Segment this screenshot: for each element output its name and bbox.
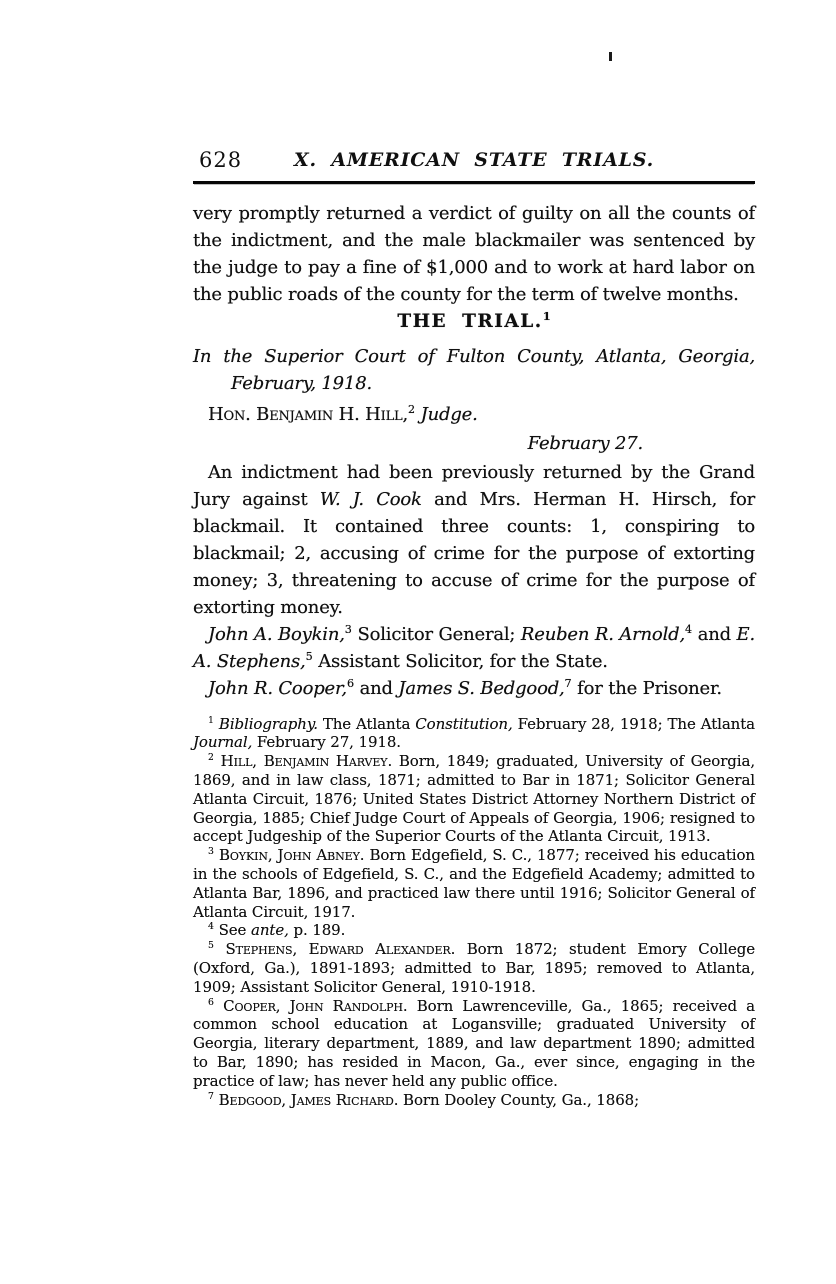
- footnote-6: $^6$ Cooper, John Randolph. Born Lawrenceville, Ga., 1865; received a common school education at Logansville; graduated University of Georgia, literary department, 1889, and law department 1890; admitted to Bar, 1890; has resided in Macon, Ga., ever since, engaging in the practice of law; has never held any public office.: [193, 996, 755, 1090]
- page-number: 628: [199, 148, 243, 172]
- footnote-7: $^7$ Bedgood, James Richard. Born Dooley County, Ga., 1868;: [208, 1090, 640, 1109]
- footnote-1: $^1$ Bibliography. The Atlanta Constitution, February 28, 1918; The Atlanta Journal, February 27, 1918.: [193, 714, 755, 752]
- page-header: [193, 147, 755, 174]
- counsel-for-state: John A. Boykin,$^3$ Solicitor General; Reuben R. Arnold,$^4$ and E. A. Stephens,$^5$ Assistant Solicitor, for the State.: [193, 622, 756, 672]
- footnote-5: $^5$ Stephens, Edward Alexander. Born 1872; student Emory College (Oxford, Ga.), 1891-1893; admitted to Bar, 1895; removed to Atlanta, 1909; Assistant Solicitor General, 1910-1918.: [193, 940, 755, 996]
- hearing-date: February 27.: [527, 432, 643, 454]
- court-caption: In the Superior Court of Fulton County, Atlanta, Georgia, February, 1918.: [193, 345, 755, 394]
- judge-line: Hon. Benjamin H. Hill,$^2$ Judge.: [208, 402, 478, 425]
- paragraph-verdict-continuation: very promptly returned a verdict of guilty on all the counts of the indictment, and the male blackmailer was sentenced by the judge to pay a fine of $1,000 and to work at hard labor on the public roads of the county for the term of twelve months.: [193, 202, 755, 305]
- running-title: X. AMERICAN STATE TRIALS.: [293, 149, 655, 171]
- header-rule: [193, 181, 755, 184]
- footnote-2: $^2$ Hill, Benjamin Harvey. Born, 1849; graduated, University of Georgia, 1869, and in law class, 1871; admitted to Bar in 1871; Solicitor General Atlanta Circuit, 1876; United States District Attorney Northern District of Georgia, 1885; Chief Judge Court of Appeals of Georgia, 1906; resigned to accept Judgeship of the Superior Courts of the Atlanta Circuit, 1913.: [193, 752, 756, 846]
- footnote-4: $^4$ See ante, p. 189.: [208, 921, 346, 940]
- scan-speck-artifact: [609, 52, 612, 61]
- body-text-block: [193, 200, 755, 702]
- footnotes-section: [193, 715, 755, 1110]
- section-heading-the-trial: THE TRIAL.$^1$: [397, 308, 551, 332]
- footnote-3: $^3$ Boykin, John Abney. Born Edgefield, S. C., 1877; received his education in the schools of Edgefield, S. C., and the Edgefield Academy; admitted to Atlanta Bar, 1896, and practiced law there until 1916; Solicitor General of Atlanta Circuit, 1917.: [193, 846, 755, 921]
- page-content: [193, 147, 755, 1109]
- counsel-for-prisoner: John R. Cooper,$^6$ and James S. Bedgood,$^7$ for the Prisoner.: [208, 676, 722, 699]
- paragraph-indictment: An indictment had been previously returned by the Grand Jury against W. J. Cook and Mrs. Herman H. Hirsch, for blackmail. It contained three counts: 1, conspiring to blackmail; 2, accusing of crime for the purpose of extorting money; 3, threatening to accuse of crime for the purpose of extorting money.: [193, 461, 755, 618]
